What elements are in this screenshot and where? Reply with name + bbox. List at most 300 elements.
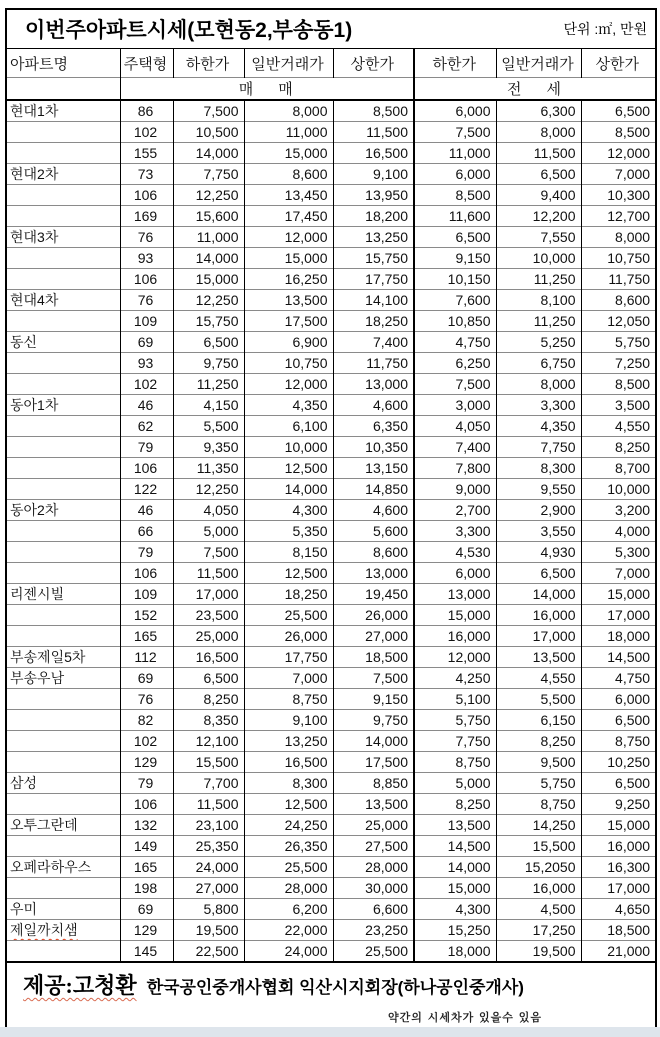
sale-normal-cell: 24,000 <box>244 941 333 963</box>
housing-type-cell: 76 <box>120 290 173 311</box>
table-row <box>6 311 656 332</box>
housing-type-cell: 109 <box>120 584 173 605</box>
apartment-price-table <box>5 8 657 1032</box>
sale-high-cell: 27,000 <box>333 626 414 647</box>
jeonse-low-cell: 6,000 <box>414 164 496 185</box>
column-header-sale-high: 상한가 <box>333 49 414 78</box>
price-table-body <box>6 100 656 962</box>
group-header-empty <box>6 78 120 101</box>
title-row <box>6 9 656 49</box>
table-row <box>6 542 656 563</box>
jeonse-normal-cell: 6,500 <box>496 563 581 584</box>
jeonse-low-cell: 6,250 <box>414 353 496 374</box>
sale-low-cell: 5,000 <box>173 521 244 542</box>
apartment-name-cell <box>6 878 120 899</box>
sale-normal-cell: 8,300 <box>244 773 333 794</box>
table-row <box>6 395 656 416</box>
sale-high-cell: 16,500 <box>333 143 414 164</box>
jeonse-high-cell: 3,500 <box>581 395 656 416</box>
organization-name: 한국공인중개사협회 익산시지회장(하나공인중개사) <box>146 978 524 997</box>
jeonse-low-cell: 4,050 <box>414 416 496 437</box>
sale-low-cell: 11,500 <box>173 563 244 584</box>
jeonse-low-cell: 7,500 <box>414 122 496 143</box>
sale-low-cell: 15,000 <box>173 269 244 290</box>
apartment-name-cell <box>6 143 120 164</box>
sale-high-cell: 4,600 <box>333 395 414 416</box>
table-row <box>6 185 656 206</box>
sale-normal-cell: 6,200 <box>244 899 333 920</box>
column-header-sale-normal: 일반거래가 <box>244 49 333 78</box>
apartment-name-cell: 우미 <box>6 899 120 920</box>
group-header-sale: 매 매 <box>120 78 414 101</box>
housing-type-cell: 106 <box>120 563 173 584</box>
sale-high-cell: 18,200 <box>333 206 414 227</box>
jeonse-high-cell: 8,250 <box>581 437 656 458</box>
jeonse-normal-cell: 4,350 <box>496 416 581 437</box>
housing-type-cell: 152 <box>120 605 173 626</box>
jeonse-normal-cell: 5,500 <box>496 689 581 710</box>
apartment-name-cell <box>6 563 120 584</box>
table-row <box>6 563 656 584</box>
jeonse-high-cell: 4,000 <box>581 521 656 542</box>
jeonse-low-cell: 11,000 <box>414 143 496 164</box>
jeonse-low-cell: 4,750 <box>414 332 496 353</box>
jeonse-high-cell: 12,700 <box>581 206 656 227</box>
jeonse-normal-cell: 13,500 <box>496 647 581 668</box>
sale-normal-cell: 15,000 <box>244 248 333 269</box>
sale-high-cell: 26,000 <box>333 605 414 626</box>
housing-type-cell: 46 <box>120 500 173 521</box>
jeonse-low-cell: 7,750 <box>414 731 496 752</box>
jeonse-normal-cell: 8,300 <box>496 458 581 479</box>
jeonse-low-cell: 4,530 <box>414 542 496 563</box>
sale-high-cell: 14,850 <box>333 479 414 500</box>
housing-type-cell: 169 <box>120 206 173 227</box>
table-row <box>6 878 656 899</box>
sale-high-cell: 8,850 <box>333 773 414 794</box>
jeonse-normal-cell: 11,250 <box>496 311 581 332</box>
sale-normal-cell: 14,000 <box>244 479 333 500</box>
jeonse-high-cell: 14,500 <box>581 647 656 668</box>
jeonse-normal-cell: 8,000 <box>496 374 581 395</box>
table-row <box>6 794 656 815</box>
jeonse-high-cell: 7,250 <box>581 353 656 374</box>
sale-high-cell: 9,100 <box>333 164 414 185</box>
sale-normal-cell: 11,000 <box>244 122 333 143</box>
sale-low-cell: 12,250 <box>173 290 244 311</box>
apartment-name-cell <box>6 689 120 710</box>
sale-high-cell: 13,250 <box>333 227 414 248</box>
sale-low-cell: 19,500 <box>173 920 244 941</box>
sale-low-cell: 11,250 <box>173 374 244 395</box>
sale-normal-cell: 8,150 <box>244 542 333 563</box>
sale-high-cell: 11,500 <box>333 122 414 143</box>
sale-low-cell: 11,500 <box>173 794 244 815</box>
jeonse-low-cell: 5,100 <box>414 689 496 710</box>
jeonse-low-cell: 5,750 <box>414 710 496 731</box>
housing-type-cell: 129 <box>120 752 173 773</box>
jeonse-low-cell: 4,250 <box>414 668 496 689</box>
sale-low-cell: 5,800 <box>173 899 244 920</box>
housing-type-cell: 129 <box>120 920 173 941</box>
jeonse-high-cell: 6,500 <box>581 710 656 731</box>
sale-high-cell: 8,600 <box>333 542 414 563</box>
sale-high-cell: 28,000 <box>333 857 414 878</box>
sale-high-cell: 15,750 <box>333 248 414 269</box>
jeonse-normal-cell: 9,400 <box>496 185 581 206</box>
jeonse-normal-cell: 12,200 <box>496 206 581 227</box>
apartment-name-cell <box>6 605 120 626</box>
jeonse-low-cell: 6,000 <box>414 100 496 122</box>
sale-low-cell: 4,150 <box>173 395 244 416</box>
table-row <box>6 773 656 794</box>
sale-high-cell: 5,600 <box>333 521 414 542</box>
jeonse-normal-cell: 11,250 <box>496 269 581 290</box>
sale-high-cell: 19,450 <box>333 584 414 605</box>
apartment-name-cell <box>6 311 120 332</box>
jeonse-low-cell: 16,000 <box>414 626 496 647</box>
table-row <box>6 332 656 353</box>
housing-type-cell: 46 <box>120 395 173 416</box>
apartment-name-cell <box>6 626 120 647</box>
table-row <box>6 164 656 185</box>
jeonse-normal-cell: 16,000 <box>496 605 581 626</box>
jeonse-normal-cell: 11,500 <box>496 143 581 164</box>
jeonse-normal-cell: 7,550 <box>496 227 581 248</box>
housing-type-cell: 106 <box>120 794 173 815</box>
table-row <box>6 521 656 542</box>
table-row <box>6 143 656 164</box>
housing-type-cell: 106 <box>120 458 173 479</box>
sale-high-cell: 11,750 <box>333 353 414 374</box>
sale-normal-cell: 12,500 <box>244 458 333 479</box>
sale-low-cell: 12,250 <box>173 185 244 206</box>
table-row <box>6 248 656 269</box>
sale-low-cell: 15,600 <box>173 206 244 227</box>
sale-normal-cell: 28,000 <box>244 878 333 899</box>
sale-normal-cell: 8,750 <box>244 689 333 710</box>
jeonse-high-cell: 8,500 <box>581 122 656 143</box>
column-header-housing-type: 주택형 <box>120 49 173 78</box>
jeonse-high-cell: 10,750 <box>581 248 656 269</box>
sale-high-cell: 13,950 <box>333 185 414 206</box>
apartment-name-cell <box>6 794 120 815</box>
sale-high-cell: 17,750 <box>333 269 414 290</box>
table-row <box>6 479 656 500</box>
sale-high-cell: 25,000 <box>333 815 414 836</box>
sale-high-cell: 6,600 <box>333 899 414 920</box>
housing-type-cell: 102 <box>120 374 173 395</box>
apartment-name-cell <box>6 542 120 563</box>
sale-low-cell: 23,500 <box>173 605 244 626</box>
sale-normal-cell: 6,100 <box>244 416 333 437</box>
sale-low-cell: 7,500 <box>173 100 244 122</box>
jeonse-high-cell: 18,500 <box>581 920 656 941</box>
housing-type-cell: 69 <box>120 668 173 689</box>
table-row <box>6 857 656 878</box>
sale-low-cell: 25,000 <box>173 626 244 647</box>
jeonse-high-cell: 6,000 <box>581 689 656 710</box>
column-header-jeonse-high: 상한가 <box>581 49 656 78</box>
jeonse-low-cell: 15,000 <box>414 605 496 626</box>
sale-normal-cell: 22,000 <box>244 920 333 941</box>
apartment-name-cell: 동아1차 <box>6 395 120 416</box>
jeonse-low-cell: 15,250 <box>414 920 496 941</box>
sale-low-cell: 14,000 <box>173 143 244 164</box>
jeonse-low-cell: 10,150 <box>414 269 496 290</box>
sale-low-cell: 6,500 <box>173 332 244 353</box>
housing-type-cell: 102 <box>120 731 173 752</box>
apartment-name-cell: 현대4차 <box>6 290 120 311</box>
sale-normal-cell: 4,300 <box>244 500 333 521</box>
sale-normal-cell: 9,100 <box>244 710 333 731</box>
apartment-name-cell <box>6 416 120 437</box>
table-row <box>6 836 656 857</box>
apartment-name-cell: 오투그란데 <box>6 815 120 836</box>
apartment-name-cell: 동아2차 <box>6 500 120 521</box>
sale-high-cell: 13,000 <box>333 374 414 395</box>
sale-low-cell: 11,000 <box>173 227 244 248</box>
apartment-name-cell <box>6 353 120 374</box>
housing-type-cell: 106 <box>120 269 173 290</box>
apartment-name-cell <box>6 941 120 963</box>
apartment-name-cell: 리젠시빌 <box>6 584 120 605</box>
sale-normal-cell: 17,500 <box>244 311 333 332</box>
table-row <box>6 605 656 626</box>
jeonse-high-cell: 8,600 <box>581 290 656 311</box>
jeonse-high-cell: 3,200 <box>581 500 656 521</box>
sale-low-cell: 15,500 <box>173 752 244 773</box>
column-header-row <box>6 49 656 78</box>
housing-type-cell: 69 <box>120 332 173 353</box>
sale-normal-cell: 16,500 <box>244 752 333 773</box>
apartment-name-cell <box>6 836 120 857</box>
apartment-name-cell <box>6 248 120 269</box>
jeonse-normal-cell: 19,500 <box>496 941 581 963</box>
table-row <box>6 815 656 836</box>
jeonse-high-cell: 8,000 <box>581 227 656 248</box>
apartment-name-cell: 현대3차 <box>6 227 120 248</box>
housing-type-cell: 69 <box>120 899 173 920</box>
jeonse-low-cell: 8,250 <box>414 794 496 815</box>
sale-high-cell: 8,500 <box>333 100 414 122</box>
apartment-name-cell: 현대1차 <box>6 100 120 122</box>
sale-low-cell: 4,050 <box>173 500 244 521</box>
sale-low-cell: 5,500 <box>173 416 244 437</box>
sale-normal-cell: 12,000 <box>244 374 333 395</box>
sale-normal-cell: 10,000 <box>244 437 333 458</box>
jeonse-high-cell: 15,000 <box>581 584 656 605</box>
group-header-jeonse: 전 세 <box>414 78 656 101</box>
sale-high-cell: 13,150 <box>333 458 414 479</box>
housing-type-cell: 66 <box>120 521 173 542</box>
jeonse-normal-cell: 14,000 <box>496 584 581 605</box>
sale-low-cell: 10,500 <box>173 122 244 143</box>
sale-low-cell: 9,350 <box>173 437 244 458</box>
sale-normal-cell: 15,000 <box>244 143 333 164</box>
jeonse-normal-cell: 6,750 <box>496 353 581 374</box>
disclaimer-note: 약간의 시세차가 있을수 있음 <box>388 1011 542 1024</box>
table-row <box>6 584 656 605</box>
jeonse-normal-cell: 5,250 <box>496 332 581 353</box>
sale-high-cell: 18,500 <box>333 647 414 668</box>
housing-type-cell: 62 <box>120 416 173 437</box>
group-header-row <box>6 78 656 101</box>
table-row <box>6 122 656 143</box>
jeonse-normal-cell: 2,900 <box>496 500 581 521</box>
jeonse-normal-cell: 8,100 <box>496 290 581 311</box>
jeonse-low-cell: 15,000 <box>414 878 496 899</box>
jeonse-high-cell: 10,000 <box>581 479 656 500</box>
apartment-name-cell <box>6 479 120 500</box>
sale-normal-cell: 17,450 <box>244 206 333 227</box>
jeonse-normal-cell: 4,930 <box>496 542 581 563</box>
sale-high-cell: 7,400 <box>333 332 414 353</box>
housing-type-cell: 122 <box>120 479 173 500</box>
sale-low-cell: 15,750 <box>173 311 244 332</box>
sale-normal-cell: 5,350 <box>244 521 333 542</box>
jeonse-low-cell: 10,850 <box>414 311 496 332</box>
apartment-name-cell <box>6 458 120 479</box>
table-row <box>6 458 656 479</box>
sale-normal-cell: 25,500 <box>244 605 333 626</box>
sale-low-cell: 8,350 <box>173 710 244 731</box>
jeonse-high-cell: 8,750 <box>581 731 656 752</box>
jeonse-normal-cell: 9,550 <box>496 479 581 500</box>
sale-low-cell: 17,000 <box>173 584 244 605</box>
sale-low-cell: 14,000 <box>173 248 244 269</box>
jeonse-normal-cell: 3,300 <box>496 395 581 416</box>
housing-type-cell: 73 <box>120 164 173 185</box>
jeonse-low-cell: 7,800 <box>414 458 496 479</box>
sale-normal-cell: 13,250 <box>244 731 333 752</box>
apartment-name-cell <box>6 206 120 227</box>
jeonse-low-cell: 6,000 <box>414 563 496 584</box>
jeonse-high-cell: 12,000 <box>581 143 656 164</box>
jeonse-high-cell: 4,750 <box>581 668 656 689</box>
jeonse-normal-cell: 4,550 <box>496 668 581 689</box>
apartment-name-cell <box>6 269 120 290</box>
jeonse-normal-cell: 10,000 <box>496 248 581 269</box>
jeonse-normal-cell: 16,000 <box>496 878 581 899</box>
table-row <box>6 227 656 248</box>
housing-type-cell: 165 <box>120 626 173 647</box>
jeonse-low-cell: 7,500 <box>414 374 496 395</box>
apartment-name-cell <box>6 710 120 731</box>
jeonse-low-cell: 11,600 <box>414 206 496 227</box>
jeonse-low-cell: 14,500 <box>414 836 496 857</box>
jeonse-normal-cell: 8,750 <box>496 794 581 815</box>
sale-high-cell: 10,350 <box>333 437 414 458</box>
sale-normal-cell: 10,750 <box>244 353 333 374</box>
sale-high-cell: 30,000 <box>333 878 414 899</box>
housing-type-cell: 112 <box>120 647 173 668</box>
jeonse-low-cell: 2,700 <box>414 500 496 521</box>
sale-normal-cell: 25,500 <box>244 857 333 878</box>
sale-high-cell: 14,100 <box>333 290 414 311</box>
jeonse-high-cell: 4,650 <box>581 899 656 920</box>
sale-normal-cell: 8,600 <box>244 164 333 185</box>
jeonse-normal-cell: 17,000 <box>496 626 581 647</box>
jeonse-normal-cell: 17,250 <box>496 920 581 941</box>
sale-normal-cell: 13,450 <box>244 185 333 206</box>
sale-normal-cell: 24,250 <box>244 815 333 836</box>
jeonse-normal-cell: 9,500 <box>496 752 581 773</box>
sale-low-cell: 16,500 <box>173 647 244 668</box>
table-row <box>6 374 656 395</box>
sale-high-cell: 25,500 <box>333 941 414 963</box>
table-row <box>6 668 656 689</box>
column-header-jeonse-low: 하한가 <box>414 49 496 78</box>
sale-low-cell: 23,100 <box>173 815 244 836</box>
table-row <box>6 290 656 311</box>
sale-normal-cell: 7,000 <box>244 668 333 689</box>
page-title: 이번주아파트시세(모현동2,부송동1) <box>25 19 353 42</box>
sale-low-cell: 8,250 <box>173 689 244 710</box>
jeonse-low-cell: 14,000 <box>414 857 496 878</box>
housing-type-cell: 76 <box>120 227 173 248</box>
misspelled-apartment-name: 제일까치샘 <box>10 922 78 938</box>
provider-name: 제공:고청환 <box>23 973 137 998</box>
column-header-sale-low: 하한가 <box>173 49 244 78</box>
apartment-name-cell: 오페라하우스 <box>6 857 120 878</box>
jeonse-low-cell: 5,000 <box>414 773 496 794</box>
jeonse-normal-cell: 15,500 <box>496 836 581 857</box>
jeonse-low-cell: 6,500 <box>414 227 496 248</box>
housing-type-cell: 93 <box>120 353 173 374</box>
housing-type-cell: 149 <box>120 836 173 857</box>
sale-low-cell: 22,500 <box>173 941 244 963</box>
table-row <box>6 710 656 731</box>
jeonse-high-cell: 15,000 <box>581 815 656 836</box>
sale-normal-cell: 4,350 <box>244 395 333 416</box>
unit-label: 단위 :㎡, 만원 <box>563 21 648 37</box>
apartment-name-cell: 동신 <box>6 332 120 353</box>
apartment-name-cell <box>6 122 120 143</box>
jeonse-high-cell: 10,250 <box>581 752 656 773</box>
sale-high-cell: 14,000 <box>333 731 414 752</box>
housing-type-cell: 93 <box>120 248 173 269</box>
housing-type-cell: 86 <box>120 100 173 122</box>
jeonse-high-cell: 16,300 <box>581 857 656 878</box>
sale-low-cell: 9,750 <box>173 353 244 374</box>
sale-low-cell: 12,250 <box>173 479 244 500</box>
housing-type-cell: 76 <box>120 689 173 710</box>
sale-high-cell: 13,500 <box>333 794 414 815</box>
table-row <box>6 437 656 458</box>
table-row <box>6 731 656 752</box>
housing-type-cell: 102 <box>120 122 173 143</box>
jeonse-low-cell: 7,600 <box>414 290 496 311</box>
sale-high-cell: 7,500 <box>333 668 414 689</box>
jeonse-low-cell: 9,000 <box>414 479 496 500</box>
apartment-name-cell <box>6 752 120 773</box>
jeonse-normal-cell: 14,250 <box>496 815 581 836</box>
jeonse-high-cell: 5,750 <box>581 332 656 353</box>
footer-row <box>6 962 656 1031</box>
sale-low-cell: 7,500 <box>173 542 244 563</box>
jeonse-normal-cell: 6,300 <box>496 100 581 122</box>
table-row <box>6 353 656 374</box>
table-row <box>6 899 656 920</box>
sale-normal-cell: 12,500 <box>244 563 333 584</box>
jeonse-high-cell: 8,500 <box>581 374 656 395</box>
sale-normal-cell: 8,000 <box>244 100 333 122</box>
table-row <box>6 689 656 710</box>
sale-low-cell: 25,350 <box>173 836 244 857</box>
jeonse-normal-cell: 3,550 <box>496 521 581 542</box>
apartment-name-cell: 부송우남 <box>6 668 120 689</box>
